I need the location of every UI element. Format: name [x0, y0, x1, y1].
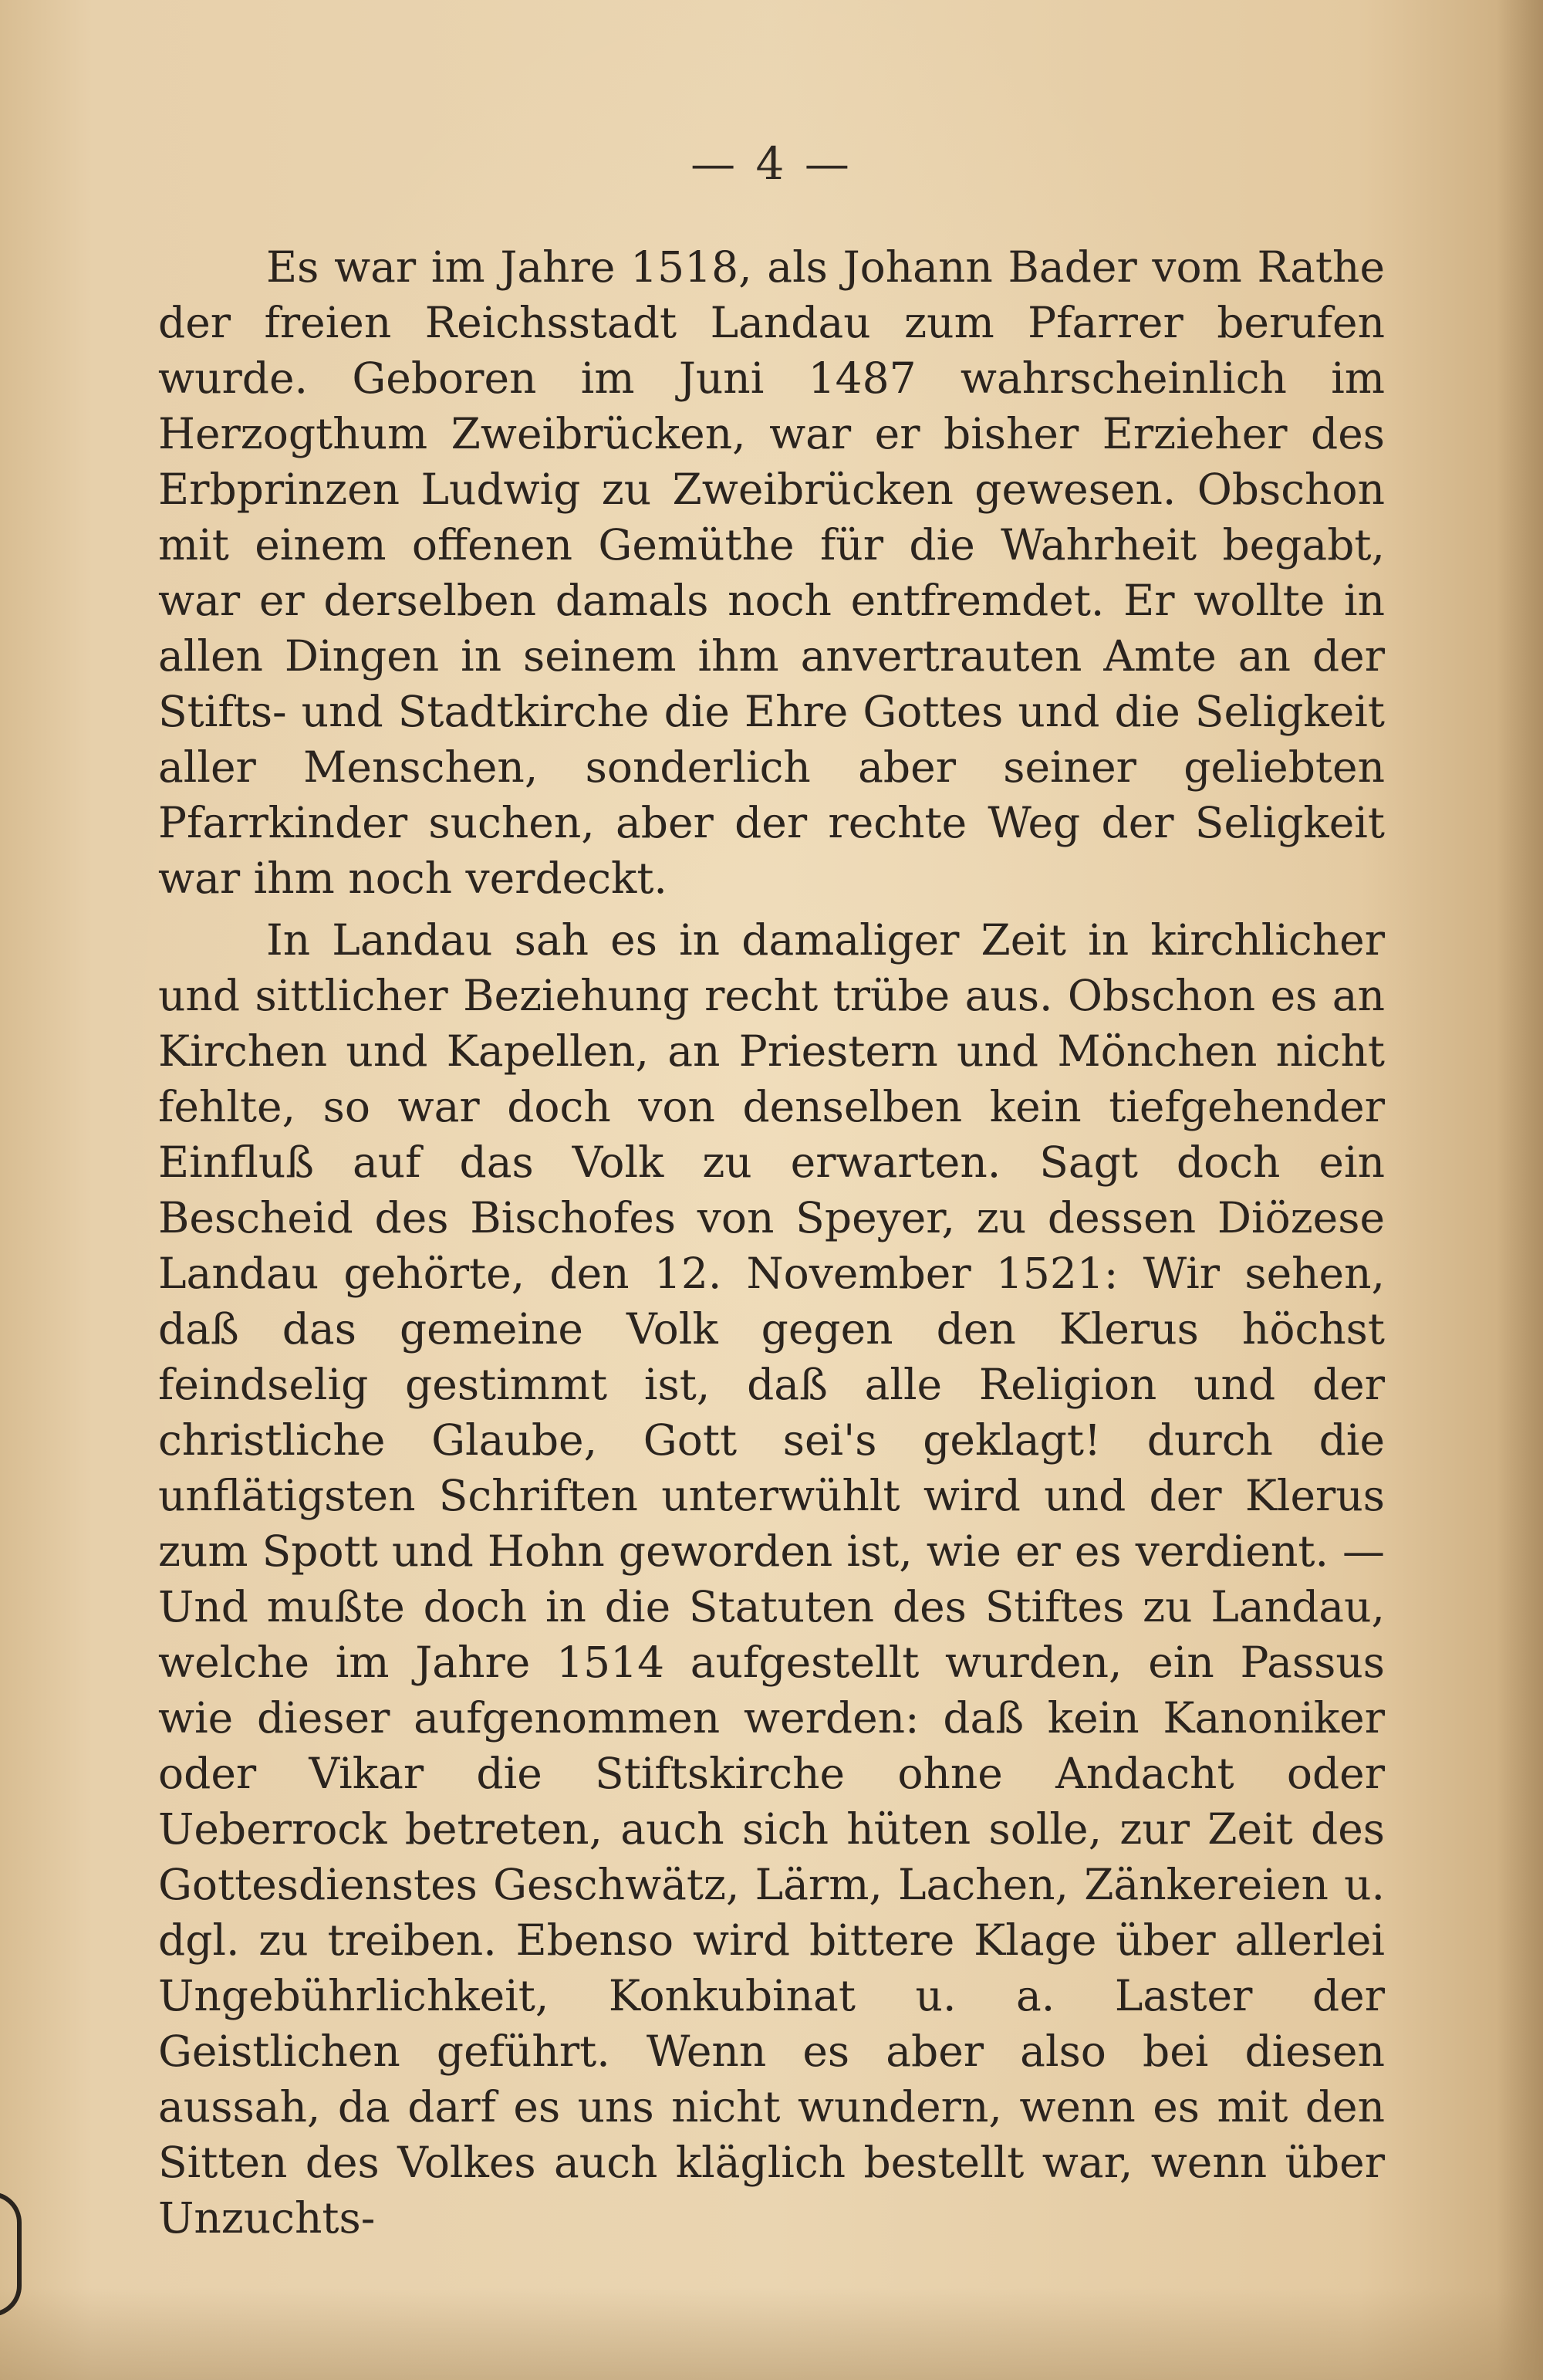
page-number: — 4 —: [690, 137, 853, 190]
paragraph: Es war im Jahre 1518, als Johann Bader vom Rathe der freien Reichsstadt Landau zum Pfarrer berufen wurde. Geboren im Juni 1487 wahrscheinlich im Herzogthum Zweibrücken, war er bisher Erzieher des Erbprinzen Ludwig zu Zweibrücken gewesen. Obschon mit einem offenen Gemüthe für die Wahrheit begabt, war er derselben damals noch entfremdet. Er wollte in allen Dingen in seinem ihm anvertrauten Amte an der Stifts- und Stadtkirche die Ehre Gottes und die Seligkeit aller Menschen, sonderlich aber seiner geliebten Pfarrkinder suchen, aber der rechte Weg der Seligkeit war ihm noch verdeckt.: [158, 242, 1385, 903]
page-edge-shadow: [1497, 0, 1543, 2380]
page-bottom-shadow: [0, 2287, 1543, 2380]
body-text: [158, 239, 1385, 2246]
paragraph: In Landau sah es in damaliger Zeit in kirchlicher und sittlicher Beziehung recht trübe aus. Obschon es an Kirchen und Kapellen, an Priestern und Mönchen nicht fehlte, so war doch von denselben kein tiefgehender Einfluß auf das Volk zu erwarten. Sagt doch ein Bescheid des Bischofes von Speyer, zu dessen Diözese Landau gehörte, den 12. November 1521: Wir sehen, daß das gemeine Volk gegen den Klerus höchst feindselig gestimmt ist, daß alle Religion und der christliche Glaube, Gott sei's geklagt! durch die unflätigsten Schriften unterwühlt wird und der Klerus zum Spott und Hohn geworden ist, wie er es verdient. — Und mußte doch in die Statuten des Stiftes zu Landau, welche im Jahre 1514 aufgestellt wurden, ein Passus wie dieser aufgenommen werden: daß kein Kanoniker oder Vikar die Stiftskirche ohne Andacht oder Ueberrock betreten, auch sich hüten solle, zur Zeit des Gottesdienstes Geschwätz, Lärm, Lachen, Zänkereien u. dgl. zu treiben. Ebenso wird bittere Klage über allerlei Ungebührlichkeit, Konkubinat u. a. Laster der Geistlichen geführt. Wenn es aber also bei diesen aussah, da darf es uns nicht wundern, wenn es mit den Sitten des Volkes auch kläglich bestellt war, wenn über Unzuchts-: [158, 915, 1385, 2243]
margin-bracket-mark: [0, 2192, 22, 2317]
